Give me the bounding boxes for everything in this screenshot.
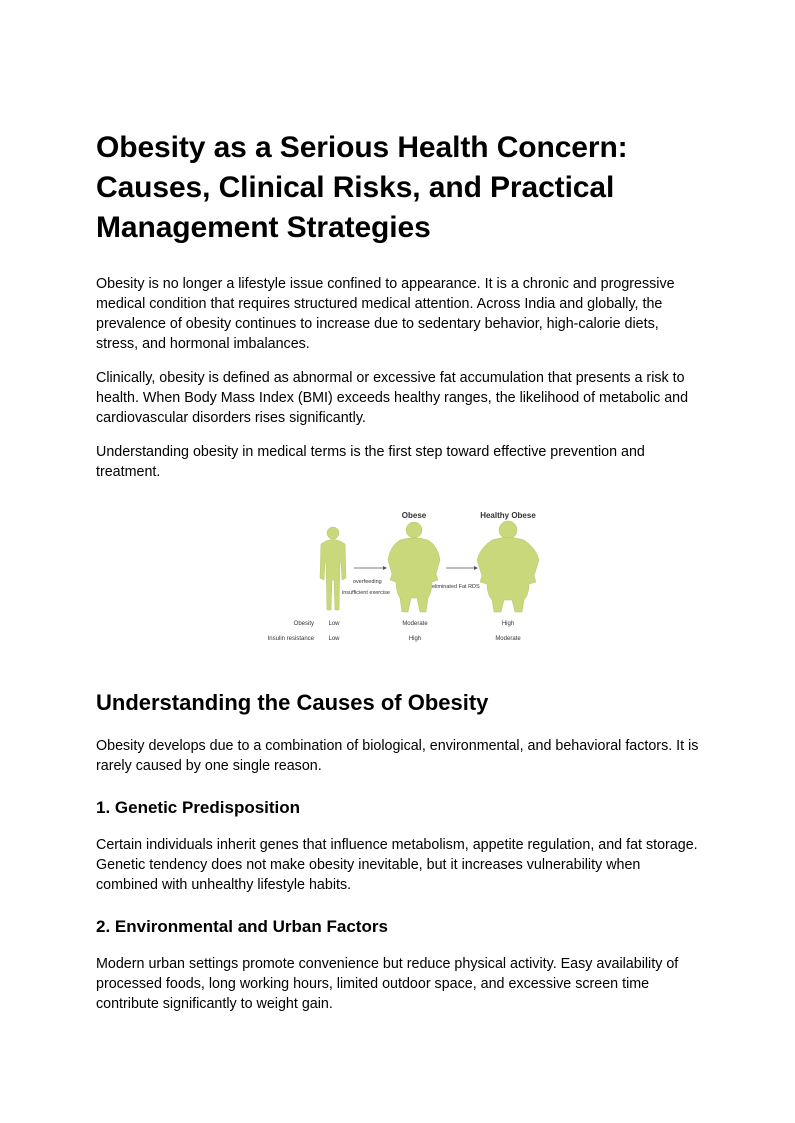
intro-paragraph-2: Clinically, obesity is defined as abnormal or excessive fat accumulation that presents a risk to health. When Body Mass Index (BMI) exceeds healthy ranges, the likelihood of metabolic and cardiovascular disorders rises significantly. <box>96 370 689 426</box>
document-title: Obesity as a Serious Health Concern: Causes, Clinical Risks, and Practical Management Strategies <box>96 131 628 244</box>
label-healthy-obese: Healthy Obese <box>480 511 536 520</box>
row-label-insulin-resistance: Insulin resistance <box>267 636 314 642</box>
environmental-paragraph: Modern urban settings promote convenience but reduce physical activity. Easy availability of processed foods, long working hours, limited outdoor space, and excessive screen time contribute significantly to weight gain. <box>96 956 679 1012</box>
causes-section <box>96 689 701 1035</box>
row1-value-3: High <box>501 621 515 627</box>
intro-paragraph-3: Understanding obesity in medical terms is the first step toward effective prevention and treatment. <box>96 444 645 480</box>
row2-value-1: Low <box>328 636 340 642</box>
causes-heading: Understanding the Causes of Obesity <box>96 690 489 715</box>
healthy-obese-figure-icon <box>477 521 539 612</box>
obesity-figure <box>250 500 550 650</box>
row1-value-2: Moderate <box>402 621 428 627</box>
causes-paragraph: Obesity develops due to a combination of biological, environmental, and behavioral factors. It is rarely caused by one single reason. <box>96 738 699 774</box>
document-body <box>96 128 701 496</box>
thin-figure-icon <box>320 527 346 610</box>
row2-value-2: High <box>408 636 422 642</box>
genetic-paragraph: Certain individuals inherit genes that influence metabolism, appetite regulation, and fat storage. Genetic tendency does not make obesity inevitable, but it increases vulnerability when combined with unhealthy lifestyle habits. <box>96 837 698 893</box>
arrow-right-icon <box>354 566 387 570</box>
row-label-obesity: Obesity <box>293 621 314 627</box>
genetic-heading: 1. Genetic Predisposition <box>96 798 301 817</box>
intro-paragraph-1: Obesity is no longer a lifestyle issue confined to appearance. It is a chronic and progressive medical condition that requires structured medical attention. Across India and globally, the prevalence of obesity continues to increase due to sedentary behavior, high-calorie diets, stress, and hormonal imbalances. <box>96 276 675 352</box>
arrow2-label: eliminated Fat RDS <box>432 584 480 590</box>
environmental-heading: 2. Environmental and Urban Factors <box>96 917 388 936</box>
row1-value-1: Low <box>328 621 340 627</box>
obesity-illustration <box>250 500 550 650</box>
label-obese: Obese <box>401 511 427 520</box>
row2-value-3: Moderate <box>495 636 521 642</box>
obese-figure-icon <box>388 522 440 612</box>
arrow1-label-2: insufficient exercise <box>342 590 390 596</box>
arrow1-label-1: overfeeding <box>353 579 382 585</box>
arrow-right-icon <box>446 566 478 570</box>
